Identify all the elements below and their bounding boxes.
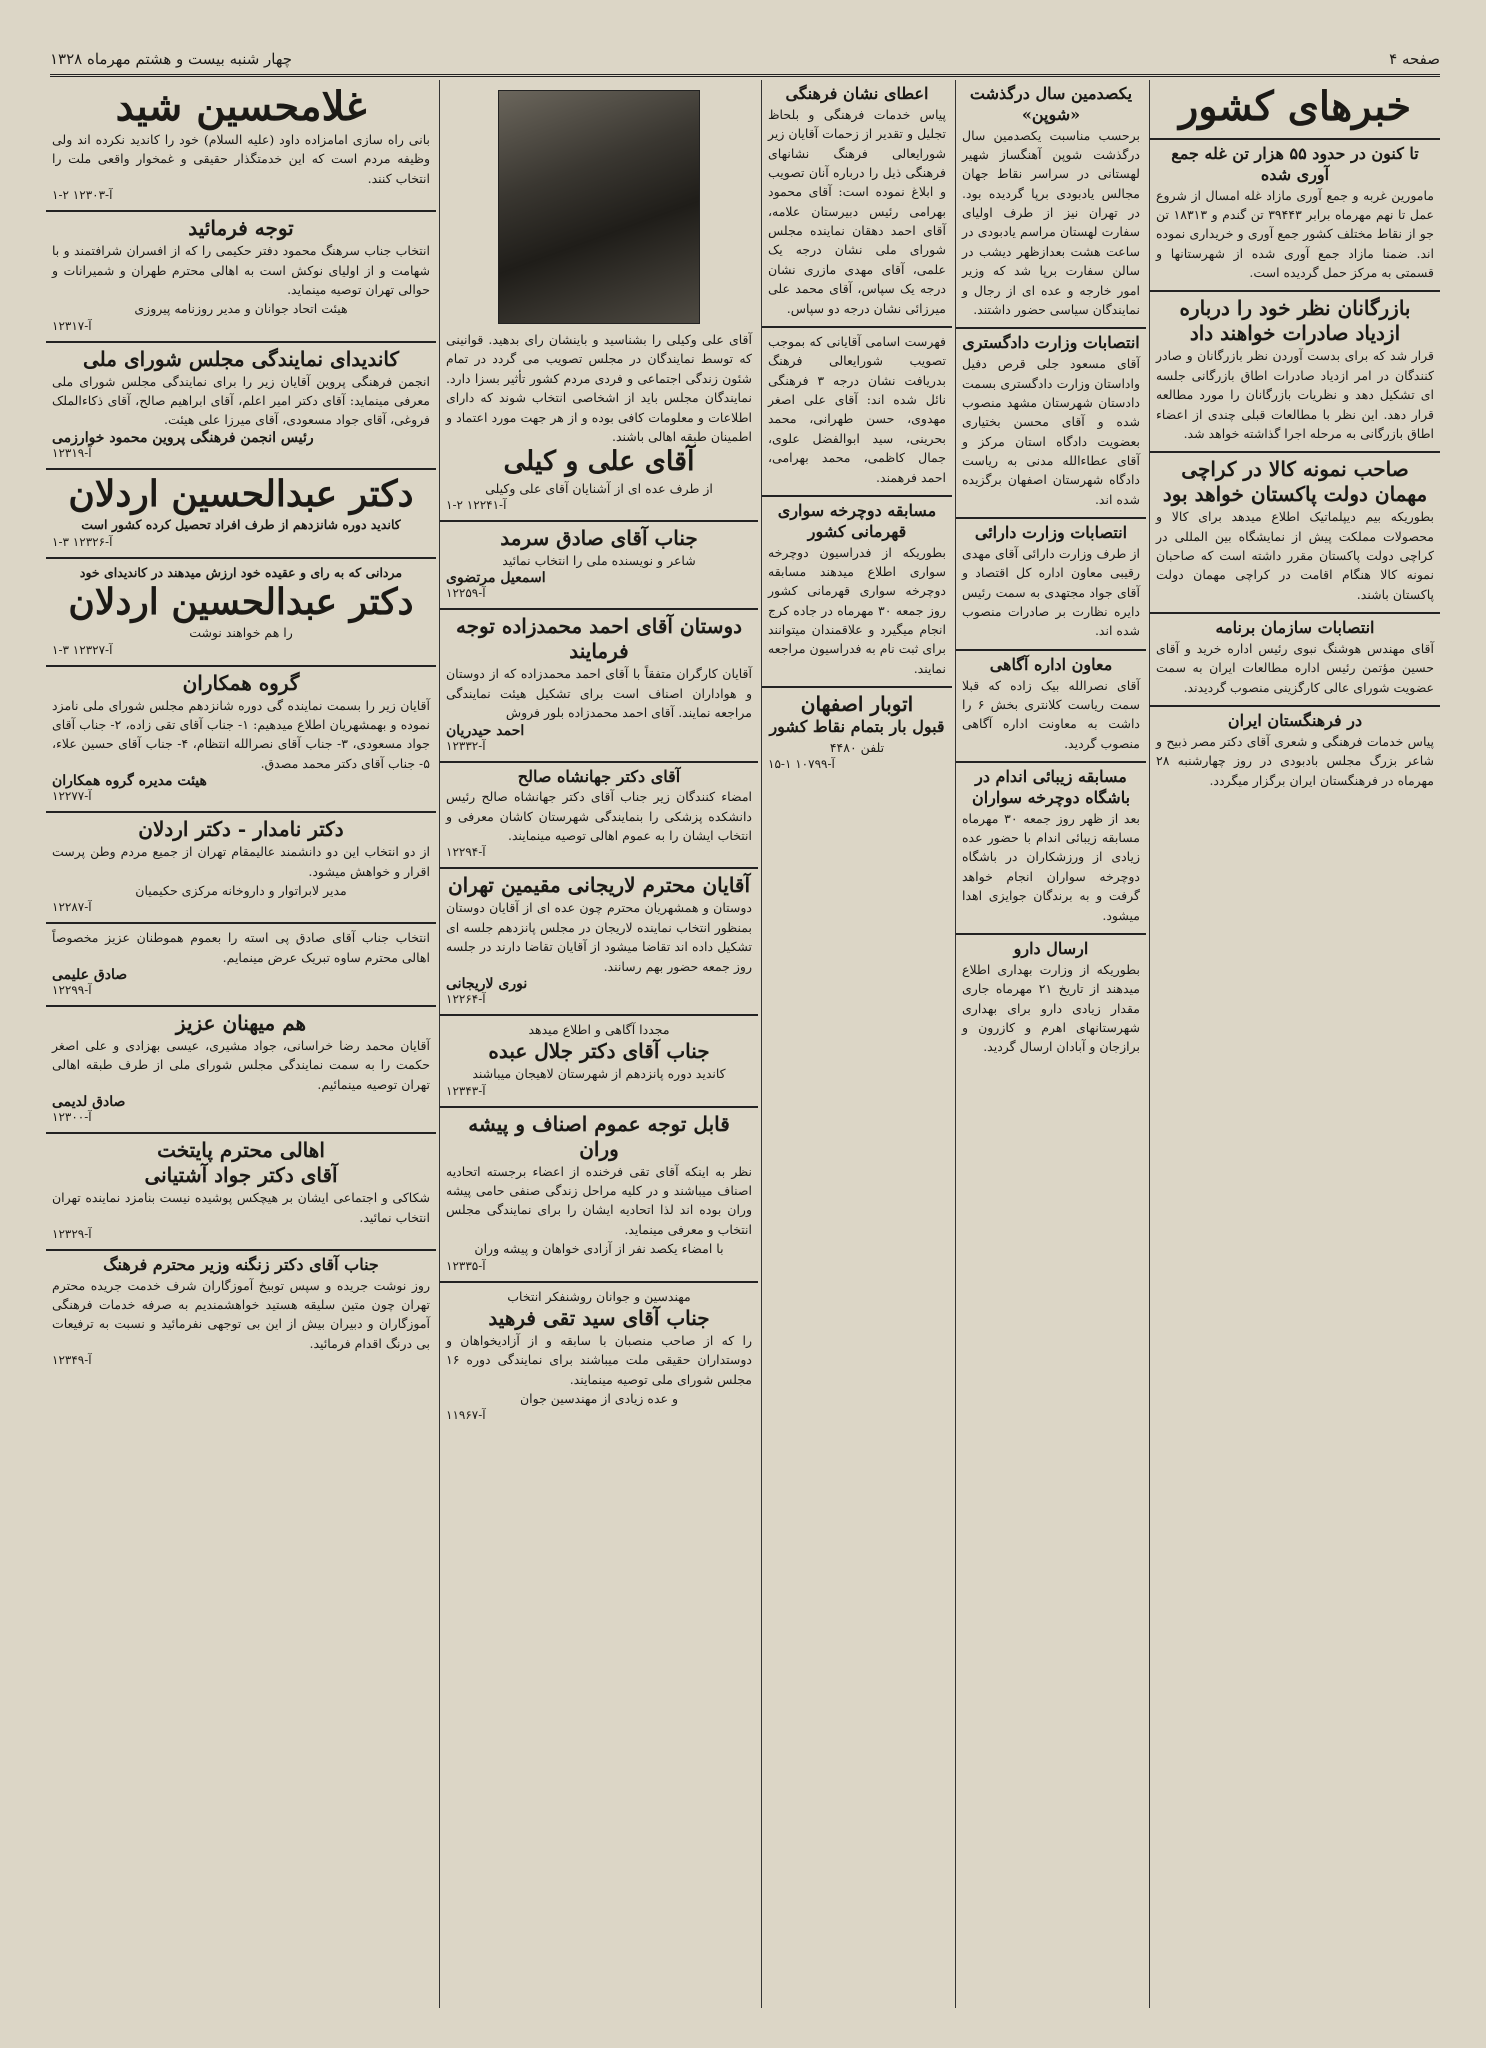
ad-code: آ-۱۲۲۸۷ bbox=[52, 900, 92, 915]
candidate-ad bbox=[440, 763, 758, 870]
candidate-ad bbox=[46, 343, 436, 470]
ad-body: نظر به اینکه آقای تقی فرخنده از اعضاء برجسته اتحادیه اصناف میباشند و در کلیه مراحل زندگی صنفی حامی پیشه وران بوده اند لذا اتحادیه ایشان را برای نمایندگی مجلس انتخاب و معرفی مینماید. bbox=[446, 1163, 752, 1237]
news-item bbox=[956, 80, 1146, 329]
ad-code: آ-۱۲۳۲۹ bbox=[52, 1226, 92, 1241]
ad-code: آ-۱۱۹۶۷ bbox=[446, 1408, 486, 1423]
news-body: پیاس خدمات فرهنگی و بلحاظ تجلیل و تقدیر از زحمات آقایان زیر شورایعالی فرهنگ نشانهای فرهنگی ذیل را درباره آنان تصویب و ابلاغ نموده است: آقای محمود بهرامی رئیس دبیرستان علامه، آقای احمد دهقان نماینده مجلس شورای ملی نشان درجه یک علمی، آقای مهدی مازری نشان درجه یک سپاس، آقای محمد علی میرزائی نشان درجه دو سپاس. bbox=[768, 106, 946, 316]
news-item bbox=[1150, 292, 1440, 453]
ad-body: کاندید دوره شانزدهم از طرف افراد تحصیل کرده کشور است bbox=[81, 517, 401, 533]
news-body: آقای نصرالله بیک زاده که قبلا سمت ریاست کلانتری بخش ۶ را داشت به معاونت اداره آگاهی منصوب گردید. bbox=[962, 677, 1141, 751]
news-body: برحسب مناسبت یکصدمین سال درگذشت شوپن آهنگساز شهیر لهستانی در سراسر نقاط جهان مجالس یادبودی برپا گردیده بود. در تهران نیز از طرف اولیای سفارت لهستان مراسم یادبودی در ساعت هشت بعدازظهر دیشب در سالن سفارت برپا شد که وزیر امور خارجه و عده ای از رجال و نمایندگان سیاسی حضور داشتند. bbox=[962, 127, 1140, 317]
ad-code: آ-۱۲۳۰۳ ۲-۱ bbox=[52, 188, 113, 203]
ad-code: آ-۱۲۳۰۰ bbox=[52, 1110, 92, 1125]
ad-title: جناب آقای دکتر جلال عبده bbox=[488, 1039, 710, 1064]
ad-code: آ-۱۲۲۶۴ bbox=[446, 991, 486, 1006]
ad-subtitle: آقای دکتر جواد آشتیانی bbox=[144, 1163, 338, 1188]
ad-body: شکاکی و اجتماعی ایشان بر هیچکس پوشیده نیست بنامزد نماینده تهران انتخاب نمائید. bbox=[52, 1190, 430, 1225]
ad-title: کاندیدای نمایندگی مجلس شورای ملی bbox=[82, 346, 400, 371]
ad-body: دوستان و همشهریان محترم چون عده ای از آقایان دوستان بمنظور انتخاب نماینده لاریجان در مجلس پانزدهم جلسه ای تشکیل داده اند تقاضا میشود از آقایان تقاضا دارند در جلسه روز جمعه حضور بهم رسانند. bbox=[446, 900, 752, 974]
candidate-ad bbox=[46, 1134, 436, 1251]
ad-body: انتخاب جناب آقای صادق پی استه را بعموم هموطنان عزیز مخصوصاً اهالی محترم ساوه تبریک عرض مینمایم. bbox=[52, 930, 430, 965]
ad-signature: نوری لاریجانی bbox=[446, 975, 528, 992]
ad-pretitle: مردانی که به رای و عقیده خود ارزش میدهند در کاندیدای خود bbox=[79, 564, 403, 580]
news-item bbox=[1150, 614, 1440, 707]
ad-signature: هیئت اتحاد جوانان و مدیر روزنامه پیروزی bbox=[134, 301, 348, 317]
news-body: بطوریکه بیم دیپلماتیک اطلاع میدهد برای کالا و محصولات مملکت پیش از نمایشگاه بین المللی در کراچی دولت پاکستان مقرر داشته است که صاحبان نمونه کالا هنگام اقامت در کراچی مهمان دولت پاکستان باشند. bbox=[1156, 509, 1434, 602]
dateline bbox=[50, 50, 1440, 77]
candidate-ad bbox=[440, 522, 758, 610]
candidate-ad bbox=[46, 80, 436, 212]
ad-title: جناب آقای صادق سرمد bbox=[500, 526, 698, 551]
ad-body: آقایان کارگران متفقاً با آقای احمد محمدزاده که از دوستان و هواداران اصناف است برای تشکیل هیئت نمایندگی مراجعه نمایند. آقای احمد محمدزاده بلور فروش bbox=[446, 666, 752, 721]
ad-body: انجمن فرهنگی پروین آقایان زیر را برای نمایندگی مجلس شورای ملی معرفی مینماید: آقای دکتر امیر اعلم، آقای ابراهیم صالح، آقای ذکاءالملک فروغی، آقای جواد مسعودی، آقای میرزا علی هیئت. bbox=[52, 373, 430, 428]
news-headline: ارسال دارو bbox=[1013, 938, 1089, 958]
ad-code: آ-۱۲۳۴۹ bbox=[52, 1353, 92, 1368]
candidate-ad bbox=[440, 1283, 758, 1431]
news-headline: اعطای نشان فرهنگی bbox=[785, 84, 929, 103]
candidate-ad bbox=[46, 1251, 436, 1375]
news-headline: مسابقه دوچرخه سواری قهرمانی کشور bbox=[777, 500, 937, 541]
ad-title: توجه فرمائید bbox=[188, 216, 294, 241]
news-item bbox=[956, 329, 1146, 519]
news-item bbox=[762, 328, 952, 497]
ad-signature: با امضاء یکصد نفر از آزادی خواهان و پیشه وران bbox=[474, 1241, 724, 1257]
ad-title: دکتر عبدالحسین اردلان bbox=[68, 472, 414, 515]
column-1 bbox=[1149, 80, 1440, 2008]
news-body: قرار شد که برای بدست آوردن نظر بازرگانان و صادر کنندگان در امر ازدیاد صادرات اطاق بازرگانی جلسه ای تشکیل دهد و نظریات بازرگانان را مورد مطالعه قرار دهد. این نظر با مطالعات قبلی چندی از اعضاء اطاق بازرگانی به مرحله اجرا گذاشته خواهد شد. bbox=[1156, 348, 1434, 441]
news-body: مامورین غربه و جمع آوری مازاد غله امسال از شروع عمل تا نهم مهرماه برابر ۳۹۴۴۳ تن گندم و ۱۸۳۱۳ تن جو از نقاط مختلف کشور جمع آوری و خریداری نموده اند. ضمنا مازاد جمع آوری شده از شهرستانها و قسمتی به مرکز حمل گردیده است. bbox=[1156, 187, 1435, 281]
ad-code: آ-۱۲۲۵۹ bbox=[446, 586, 486, 601]
news-body: آقای مسعود جلی قرص دفیل واداستان وزارت دادگستری بسمت دادستان شهرستان مشهد منصوب شده و آقای محسن بختیاری بعضویت دادگاه استان مرکز و آقای عطاءالله مدنی به ریاست دادگاه شهرستان اصفهان برگزیده شده اند. bbox=[962, 356, 1140, 507]
news-item bbox=[956, 519, 1146, 651]
ad-code: آ-۱۲۲۹۹ bbox=[52, 983, 92, 998]
news-body: از طرف وزارت دارائی آقای مهدی رقیبی معاون اداره کل اقتصاد و آقای جواد مجتهدی به سمت رئیس دایره نظارت بر صادرات منصوب شده اند. bbox=[962, 545, 1140, 639]
candidate-ad bbox=[46, 924, 436, 1007]
ad-body: شاعر و نویسنده ملی را انتخاب نمائید bbox=[502, 553, 696, 569]
section-header bbox=[1150, 80, 1440, 140]
news-item bbox=[1150, 140, 1440, 292]
news-body: پیاس خدمات فرهنگی و شعری آقای دکتر مصر ذبیح و شاعر بزرگ مجلس بادبودی در روز چهارشنبه ۲۸ مهرماه در فرهنگستان ایران برگزار میگردد. bbox=[1156, 733, 1434, 788]
page-number: صفحه ۴ bbox=[1389, 50, 1440, 68]
news-item bbox=[956, 763, 1146, 935]
news-body: بطوریکه از وزارت بهداری اطلاع میدهند از تاریخ ۲۱ مهرماه جاری مقدار زیادی دارو برای بهداری شهرستانهای اهرم و کازرون و برازجان و آبادان ارسال گردید. bbox=[962, 961, 1140, 1055]
candidate-ad bbox=[46, 212, 436, 343]
ad-title: دکتر عبدالحسین اردلان bbox=[68, 580, 414, 623]
ad-code: آ-۱۲۳۱۷ bbox=[52, 318, 92, 333]
news-item bbox=[762, 80, 952, 328]
news-headline: معاون اداره آگاهی bbox=[989, 654, 1113, 674]
ad-body: بانی راه سازی امامزاده داود (علیه السلام) خود را کاندید نکرده اند ولی وظیفه مردم است که این خدمتگذار حقیقی و غمخوار واقعی ملت را انتخاب کنند. bbox=[52, 132, 430, 186]
news-body: آقای مهندس هوشنگ نبوی رئیس اداره خرید و آقای حسین مؤتمن رئیس اداره مطالعات ایران به سمت عضویت شورای عالی کارگزینی منصوب گردیدند. bbox=[1156, 641, 1434, 695]
ad-body: امضاء کنندگان زیر جناب آقای دکتر جهانشاه صالح رئیس دانشکده پزشکی را بنمایندگی شهرستان کاشان معرفی و انتخاب ایشان را به عموم اهالی توصیه مینمایند. bbox=[446, 789, 752, 844]
ad-title: دکتر نامدار - دکتر اردلان bbox=[138, 817, 344, 842]
ad-signature: احمد حیدریان bbox=[446, 722, 525, 739]
news-body: بعد از ظهر روز جمعه ۳۰ مهرماه مسابقه زیبائی اندام با حضور عده زیادی از ورزشکاران در باشگاه دوچرخه سواران انجام خواهد گرفت و به برندگان جوایزی اهدا میشود. bbox=[962, 810, 1140, 923]
news-headline: انتصابات سازمان برنامه bbox=[1215, 618, 1375, 638]
news-headline: انتصابات وزارت دادگستری bbox=[962, 333, 1140, 353]
ad-signature: هیئت مدیره گروه همکاران bbox=[52, 773, 207, 790]
ad-code: آ-۱۲۳۱۹ bbox=[52, 445, 92, 460]
candidate-ad bbox=[46, 559, 436, 667]
ad-title: جناب آقای سید تقی فرهید bbox=[488, 1305, 710, 1330]
ad-body: آقای علی وکیلی را بشناسید و باینشان رای بدهید. قوانینی که توسط نمایندگان در مجلس تصویب می گردد در تمام شئون زندگی اجتماعی و فردی مردم کشور تأثیر بسزا دارد. نمایندگان مجلس باید از اشخاصی انتخاب شوند که دارای اطلاعات و معلومات کافی بوده و از هر جهت مورد اعتماد و اطمینان طبقه اهالی باشند. bbox=[446, 332, 752, 444]
candidate-ad bbox=[46, 1007, 436, 1134]
news-headline: انتصابات وزارت دارائی bbox=[974, 523, 1128, 543]
ad-code: آ-۱۲۳۲۶ ۳-۱ bbox=[52, 534, 113, 549]
news-item bbox=[1150, 453, 1440, 614]
ad-code: آ-۱۲۲۷۷ bbox=[52, 789, 92, 804]
column-4 bbox=[439, 80, 758, 2008]
ad-pretitle: مجددا آگاهی و اطلاع میدهد bbox=[528, 1021, 670, 1037]
news-headline: تا کنون در حدود ۵۵ هزار تن غله جمع آوری شده bbox=[1171, 144, 1419, 184]
ad-code: آ-۱۲۳۴۳ bbox=[446, 1083, 486, 1098]
news-headline: یکصدمین سال درگذشت «شوپن» bbox=[969, 84, 1133, 124]
news-item bbox=[956, 935, 1146, 1065]
ad-signature: و عده زیادی از مهندسین جوان bbox=[519, 1391, 679, 1407]
ad-text: قبول بار بتمام نقاط کشور bbox=[769, 717, 945, 737]
ad-body: را هم خواهند نوشت bbox=[189, 625, 293, 641]
news-item bbox=[956, 651, 1146, 763]
ad-body: از دو انتخاب این دو دانشمند عالیمقام تهران از جمیع مردم وطن پرست اقرار و خواهش میشود. bbox=[52, 844, 430, 879]
ad-signature: اسمعیل مرتضوی bbox=[446, 570, 546, 587]
ad-signature: صادق لدیمی bbox=[52, 1094, 126, 1111]
ad-pretitle: مهندسین و جوانان روشنفکر انتخاب bbox=[507, 1288, 691, 1304]
ad-code: آ-۱۲۳۲۷ ۳-۱ bbox=[52, 642, 113, 657]
ad-title: دوستان آقای احمد محمدزاده توجه فرمایند bbox=[455, 614, 743, 664]
ad-body: آقایان زیر را بسمت نماینده گی دوره شانزدهم مجلس شورای ملی نامزد نموده و بهمشهریان اطلاع میدهیم: ۱- جناب آقای تقی زاده، ۲- جناب آقای جواد مسعودی، ۳- جناب آقای نصرالله انتظام، ۴- جناب آقای حسین علاء، ۵- جناب آقای دکتر محمد مصدق. bbox=[52, 697, 430, 771]
ad-title: غلامحسین شید bbox=[115, 83, 367, 130]
candidate-ad bbox=[440, 869, 758, 1016]
ad-body: روز نوشت جریده و سپس توبیخ آموزگاران شرف خدمت جریده محترم تهران چون متین سلیقه هستید خواهشمندیم به صرفه خدمات فرهنگی آموزگاران و دبیران بیش از این بی توجهی نفرمائید و نسبت به ترفیعات بی درنگ اقدام فرمائید. bbox=[52, 1277, 430, 1351]
news-body: بطوریکه از فدراسیون دوچرخه سواری اطلاع میدهند مسابقه دوچرخه سواری قهرمانی کشور روز جمعه ۳۰ مهرماه در جاده کرج انجام میگیرد و علاقمندان میتوانند برای ثبت نام به فدراسیون مراجعه نمایند. bbox=[768, 544, 946, 676]
column-3 bbox=[761, 80, 952, 2008]
ad-body: را که از صاحب منصبان با سابقه و از آزادیخواهان و دوستداران حقیقی ملت میباشند برای نمایندگی دوره ۱۶ مجلس شورای ملی توصیه مینمایند. bbox=[446, 1332, 752, 1387]
ad-title: قابل توجه عموم اصناف و پیشه وران bbox=[468, 1111, 730, 1161]
ad-signature: رئیس انجمن فرهنگی پروین محمود خوارزمی bbox=[52, 429, 314, 446]
news-headline: در فرهنگستان ایران bbox=[1227, 711, 1363, 731]
issue-date: چهار شنبه بیست و هشتم مهرماه ۱۳۲۸ bbox=[50, 50, 293, 68]
ad-body: انتخاب جناب سرهنگ محمود دفتر حکیمی را که از افسران شرافتمند و با شهامت و از اولیای نوکش است به اهالی محترم طهران و شمیرانات و حوالی تهران توصیه مینماید. bbox=[52, 243, 430, 297]
candidate-ad bbox=[440, 80, 758, 522]
ad-title: گروه همکاران bbox=[182, 670, 300, 695]
portrait-photo bbox=[498, 90, 700, 324]
candidate-ad bbox=[46, 667, 436, 814]
ad-title: آقایان محترم لاریجانی مقیمین تهران bbox=[447, 873, 751, 898]
candidate-ad bbox=[46, 470, 436, 559]
ad-code: آ-۱۲۳۳۵ bbox=[446, 1258, 486, 1273]
ad-title: اهالی محترم پایتخت bbox=[157, 1138, 325, 1163]
candidate-ad bbox=[440, 1016, 758, 1108]
advertisement bbox=[762, 688, 952, 779]
column-5 bbox=[46, 80, 436, 2008]
ad-title: جناب آقای دکتر زنگنه وزیر محترم فرهنگ bbox=[103, 1254, 379, 1274]
ad-signature: از طرف عده ای از آشنایان آقای علی وکیلی bbox=[485, 480, 713, 496]
candidate-ad bbox=[46, 813, 436, 924]
ad-code: آ-۱۰۷۹۹ ۱-۱۵ bbox=[768, 757, 835, 772]
section-title: خبرهای کشور bbox=[1178, 83, 1412, 130]
ad-body: آقایان محمد رضا خراسانی، جواد مشیری، عیسی بهزادی و علی اصغر حکمت را به سمت نمایندگی مجلس شورای ملی از طرف طبقه اهالی تهران توصیه مینمائیم. bbox=[52, 1038, 430, 1092]
ad-code: آ-۱۲۲۴۱ ۲-۱ bbox=[446, 498, 507, 513]
ad-title: اتوبار اصفهان bbox=[800, 692, 914, 717]
ad-title: آقای دکتر جهانشاه صالح bbox=[517, 766, 681, 786]
news-headline: صاحب نمونه کالا در کراچی مهمان دولت پاکستان خواهد بود bbox=[1162, 457, 1428, 507]
candidate-name: آقای علی و کیلی bbox=[503, 446, 695, 478]
ad-body: کاندید دوره پانزدهم از شهرستان لاهیجان میباشند bbox=[472, 1066, 726, 1082]
news-headline: بازرگانان نظر خود را درباره ازدیاد صادرات خواهند داد bbox=[1179, 296, 1411, 346]
news-headline: مسابقه زیبائی اندام در باشگاه دوچرخه سواران bbox=[971, 767, 1131, 807]
column-2 bbox=[955, 80, 1146, 2008]
news-item bbox=[762, 497, 952, 688]
news-item bbox=[1150, 707, 1440, 798]
candidate-ad bbox=[440, 1108, 758, 1283]
news-body: فهرست اسامی آقایانی که بموجب تصویب شورایعالی فرهنگ بدریافت نشان درجه ۳ فرهنگی نائل شده اند: آقای علی اصغر مهدوی، حسن طهرانی، محمد بحرینی، سید ابوالفضل علوی، جمال کاظمی، محمد بهرامی، احمد فرهمند. bbox=[768, 333, 946, 485]
ad-code: آ-۱۲۳۳۲ bbox=[446, 738, 486, 753]
ad-title: هم میهنان عزیز bbox=[175, 1011, 307, 1036]
ad-code: آ-۱۲۲۹۴ bbox=[446, 845, 486, 860]
ad-signature: صادق علیمی bbox=[52, 967, 128, 984]
ad-phone: تلفن ۴۴۸۰ bbox=[829, 739, 885, 755]
ad-signature: مدیر لابراتوار و داروخانه مرکزی حکیمیان bbox=[135, 882, 347, 898]
candidate-ad bbox=[440, 610, 758, 762]
